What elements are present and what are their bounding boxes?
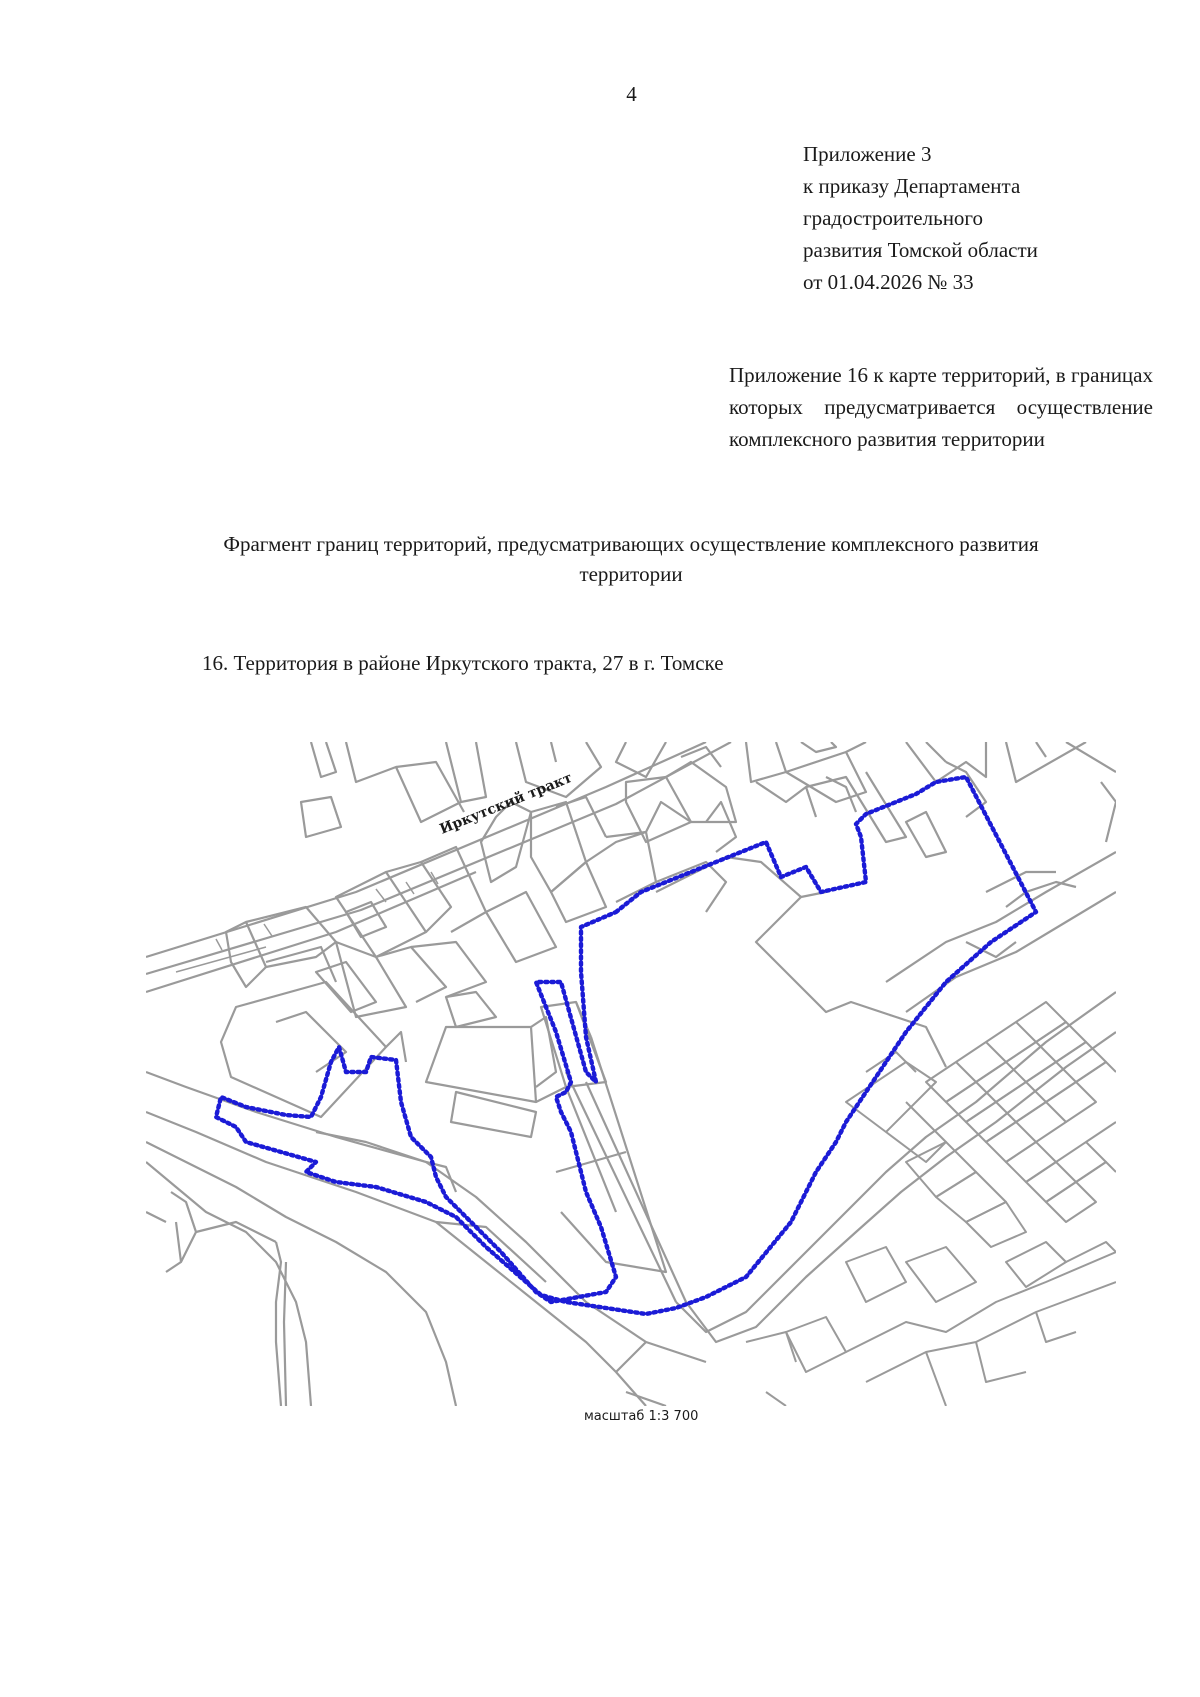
document-title — [120, 529, 1142, 589]
appendix-16-caption: Приложение 16 к карте территорий, в границах которых предусматривается осуществление комплексного развития территории — [729, 363, 1153, 451]
title-line-2: территории — [579, 562, 683, 586]
page-number: 4 — [626, 82, 637, 106]
appendix-line: развития Томской области — [803, 238, 1038, 262]
appendix-header — [803, 138, 1038, 298]
item-heading: 16. Территория в районе Иркутского тракта, 27 в г. Томске — [202, 651, 724, 675]
appendix-line: градостроительного — [803, 206, 984, 230]
cadastral-map — [146, 742, 1116, 1406]
appendix-line: от 01.04.2026 № 33 — [803, 270, 974, 294]
map-scale-label: масштаб 1:3 700 — [584, 1409, 699, 1424]
appendix-line: к приказу Департамента — [803, 174, 1021, 198]
title-line-1: Фрагмент границ территорий, предусматривающих осуществление комплексного развития — [223, 532, 1039, 556]
street-label: Иркутский тракт — [437, 769, 575, 838]
appendix-line: Приложение 3 — [803, 142, 932, 166]
